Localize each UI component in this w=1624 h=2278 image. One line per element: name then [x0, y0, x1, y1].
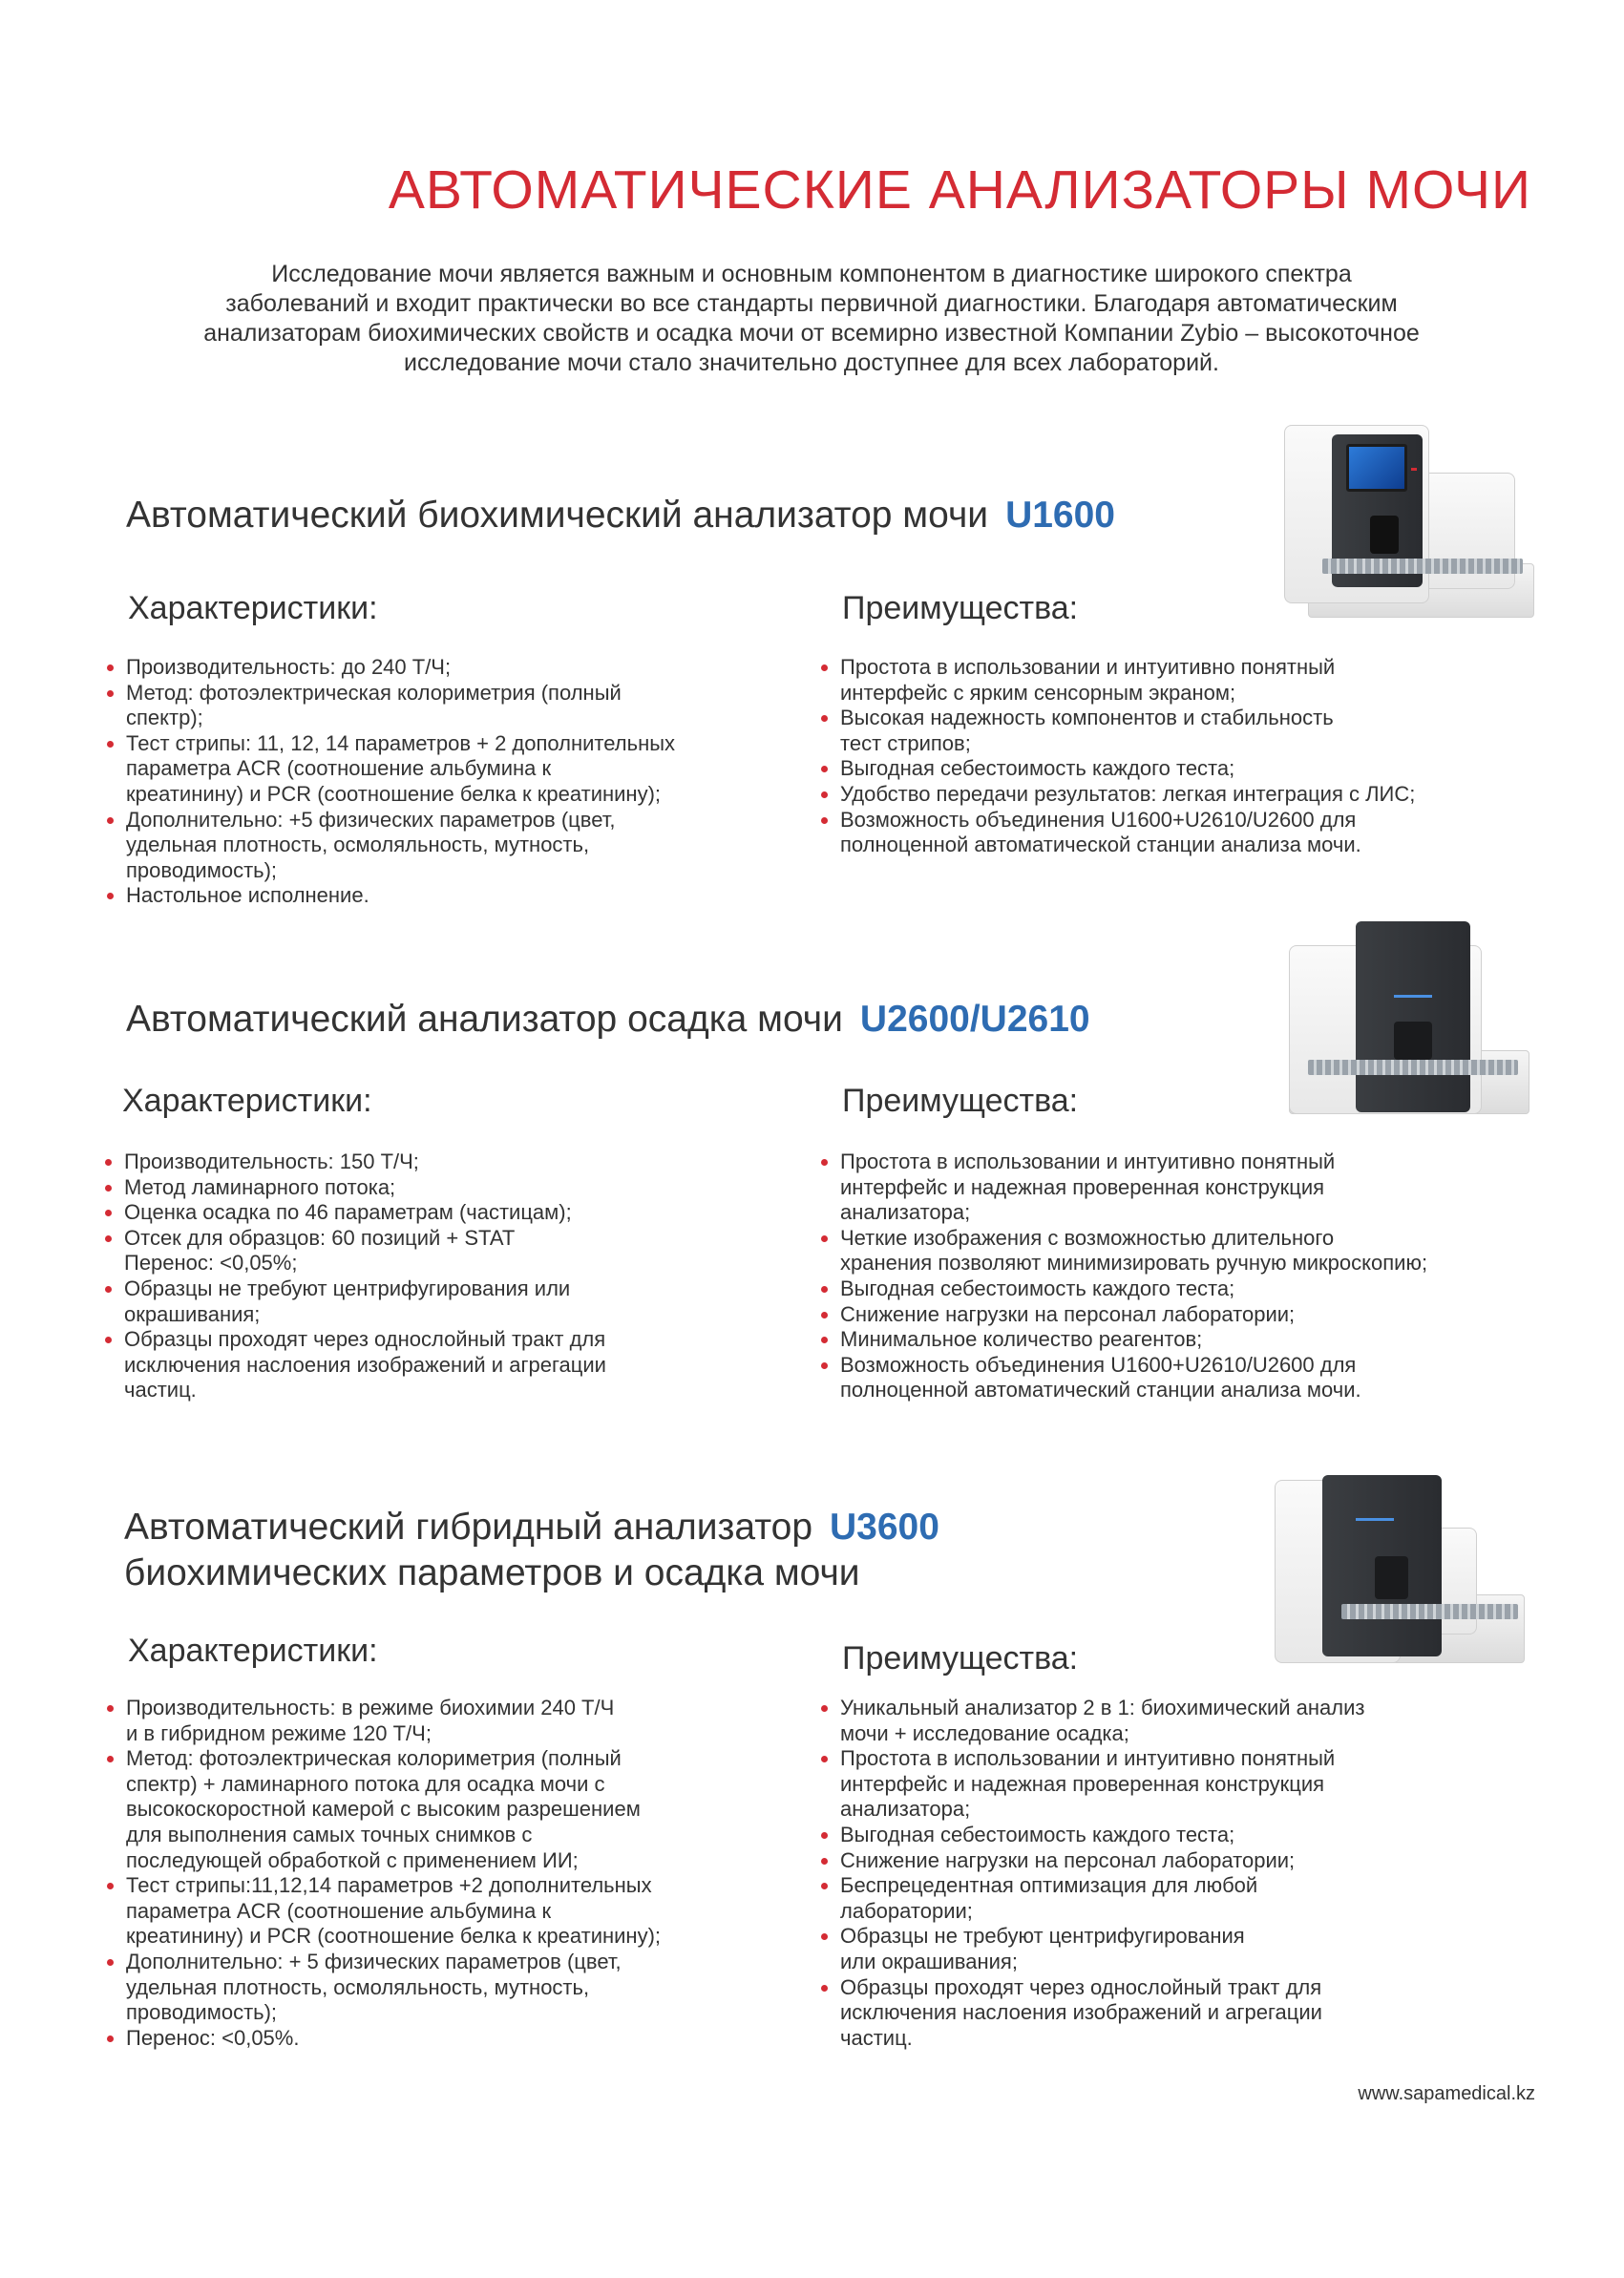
- model-name: U3600: [830, 1507, 939, 1548]
- intro-paragraph: [76, 260, 1547, 378]
- features-list: [103, 655, 771, 909]
- list-item: Уникальный анализатор 2 в 1: биохимический анализ мочи + исследование осадка;: [817, 1696, 1581, 1746]
- features-heading: Характеристики:: [122, 1083, 372, 1119]
- list-item: Беспрецедентная оптимизация для любой лаборатории;: [817, 1873, 1581, 1924]
- list-item: Отсек для образцов: 60 позиций + STAT Перенос: <0,05%;: [101, 1226, 770, 1276]
- features-list: [103, 1696, 791, 2051]
- features-heading: Характеристики:: [128, 1633, 378, 1669]
- list-item: Возможность объединения U1600+U2610/U2600 для полноценной автоматической станции анализа мочи.: [817, 808, 1581, 858]
- list-item: Метод: фотоэлектрическая колориметрия (полный спектр);: [103, 681, 771, 731]
- product-title: [124, 1505, 939, 1596]
- list-item: Дополнительно: +5 физических параметров (цвет, удельная плотность, осмоляльность, мутность, проводимость);: [103, 808, 771, 884]
- features-list: [101, 1150, 770, 1403]
- intro-line: заболеваний и входит практически во все стандарты первичной диагностики. Благодаря автоматическим: [225, 290, 1398, 317]
- list-item: Дополнительно: + 5 физических параметров (цвет, удельная плотность, осмоляльность, мутность, проводимость);: [103, 1950, 791, 2026]
- list-item: Образцы проходят через однослойный тракт для исключения наслоения изображений и агрегации частиц.: [817, 1975, 1581, 2052]
- advantages-list: [817, 655, 1581, 858]
- list-item: Простота в использовании и интуитивно понятный интерфейс с ярким сенсорным экраном;: [817, 655, 1581, 706]
- list-item: Настольное исполнение.: [103, 883, 771, 909]
- features-heading: Характеристики:: [128, 590, 378, 626]
- list-item: Образцы проходят через однослойный тракт для исключения наслоения изображений и агрегации частиц.: [101, 1327, 770, 1403]
- product-title-text: биохимических параметров и осадка мочи: [124, 1552, 860, 1593]
- advantages-heading: Преимущества:: [842, 1083, 1079, 1119]
- list-item: Снижение нагрузки на персонал лаборатории;: [817, 1302, 1600, 1328]
- model-name: U2600/U2610: [859, 999, 1090, 1040]
- list-item: Возможность объединения U1600+U2610/U2600 для полноценной автоматический станции анализа мочи.: [817, 1353, 1600, 1403]
- product-title: [126, 493, 1115, 538]
- advantages-list: [817, 1150, 1600, 1403]
- list-item: Образцы не требуют центрифугирования или окрашивания;: [101, 1276, 770, 1327]
- product-title: [126, 997, 1090, 1043]
- list-item: Метод: фотоэлектрическая колориметрия (полный спектр) + ламинарного потока для осадка мочи с высокоскоростной камерой с высоким разрешением для выполнения самых точных снимков с последующей обработкой с применением ИИ;: [103, 1746, 791, 1873]
- intro-line: анализаторам биохимических свойств и осадка мочи от всемирно известной Компании Zybio – высокоточное: [203, 320, 1420, 347]
- list-item: Тест стрипы:11,12,14 параметров +2 дополнительных параметра ACR (соотношение альбумина к креатинину) и PCR (соотношение белка к креатинину);: [103, 1873, 791, 1950]
- list-item: Выгодная себестоимость каждого теста;: [817, 756, 1581, 782]
- list-item: Простота в использовании и интуитивно понятный интерфейс и надежная проверенная конструкция анализатора;: [817, 1150, 1600, 1226]
- list-item: Тест стрипы: 11, 12, 14 параметров + 2 дополнительных параметра ACR (соотношение альбумина к креатинину) и PCR (соотношение белка к креатинину);: [103, 731, 771, 808]
- list-item: Четкие изображения с возможностью длительного хранения позволяют минимизировать ручную микроскопию;: [817, 1226, 1600, 1276]
- list-item: Выгодная себестоимость каждого теста;: [817, 1276, 1600, 1302]
- list-item: Образцы не требуют центрифугирования или окрашивания;: [817, 1924, 1581, 1974]
- list-item: Метод ламинарного потока;: [101, 1175, 770, 1201]
- intro-line: Исследование мочи является важным и основным компонентом в диагностике широкого спектра: [271, 261, 1352, 287]
- urine-analyzer-u2610-icon: [1251, 917, 1537, 1131]
- list-item: Выгодная себестоимость каждого теста;: [817, 1823, 1581, 1848]
- urine-analyzer-u1600-icon: [1279, 420, 1537, 621]
- list-item: Снижение нагрузки на персонал лаборатории;: [817, 1848, 1581, 1874]
- list-item: Удобство передачи результатов: легкая интеграция с ЛИС;: [817, 782, 1581, 808]
- page-title: АВТОМАТИЧЕСКИЕ АНАЛИЗАТОРЫ МОЧИ: [388, 159, 1531, 221]
- advantages-heading: Преимущества:: [842, 1640, 1079, 1677]
- advantages-list: [817, 1696, 1581, 2051]
- product-title-text: Автоматический гибридный анализатор: [124, 1507, 813, 1548]
- list-item: Минимальное количество реагентов;: [817, 1327, 1600, 1353]
- intro-line: исследование мочи стало значительно доступнее для всех лабораторий.: [404, 349, 1219, 376]
- advantages-heading: Преимущества:: [842, 590, 1079, 626]
- list-item: Оценка осадка по 46 параметрам (частицам);: [101, 1200, 770, 1226]
- list-item: Производительность: 150 Т/Ч;: [101, 1150, 770, 1175]
- website-link[interactable]: www.sapamedical.kz: [1358, 2083, 1535, 2104]
- list-item: Высокая надежность компонентов и стабильность тест стрипов;: [817, 706, 1581, 756]
- urine-analyzer-u3600-icon: [1251, 1470, 1528, 1671]
- list-item: Производительность: в режиме биохимии 240 Т/Ч и в гибридном режиме 120 Т/Ч;: [103, 1696, 791, 1746]
- model-name: U1600: [1005, 495, 1115, 536]
- product-title-text: Автоматический анализатор осадка мочи: [126, 999, 843, 1040]
- list-item: Производительность: до 240 Т/Ч;: [103, 655, 771, 681]
- list-item: Простота в использовании и интуитивно понятный интерфейс и надежная проверенная конструкция анализатора;: [817, 1746, 1581, 1823]
- product-title-text: Автоматический биохимический анализатор мочи: [126, 495, 989, 536]
- list-item: Перенос: <0,05%.: [103, 2026, 791, 2052]
